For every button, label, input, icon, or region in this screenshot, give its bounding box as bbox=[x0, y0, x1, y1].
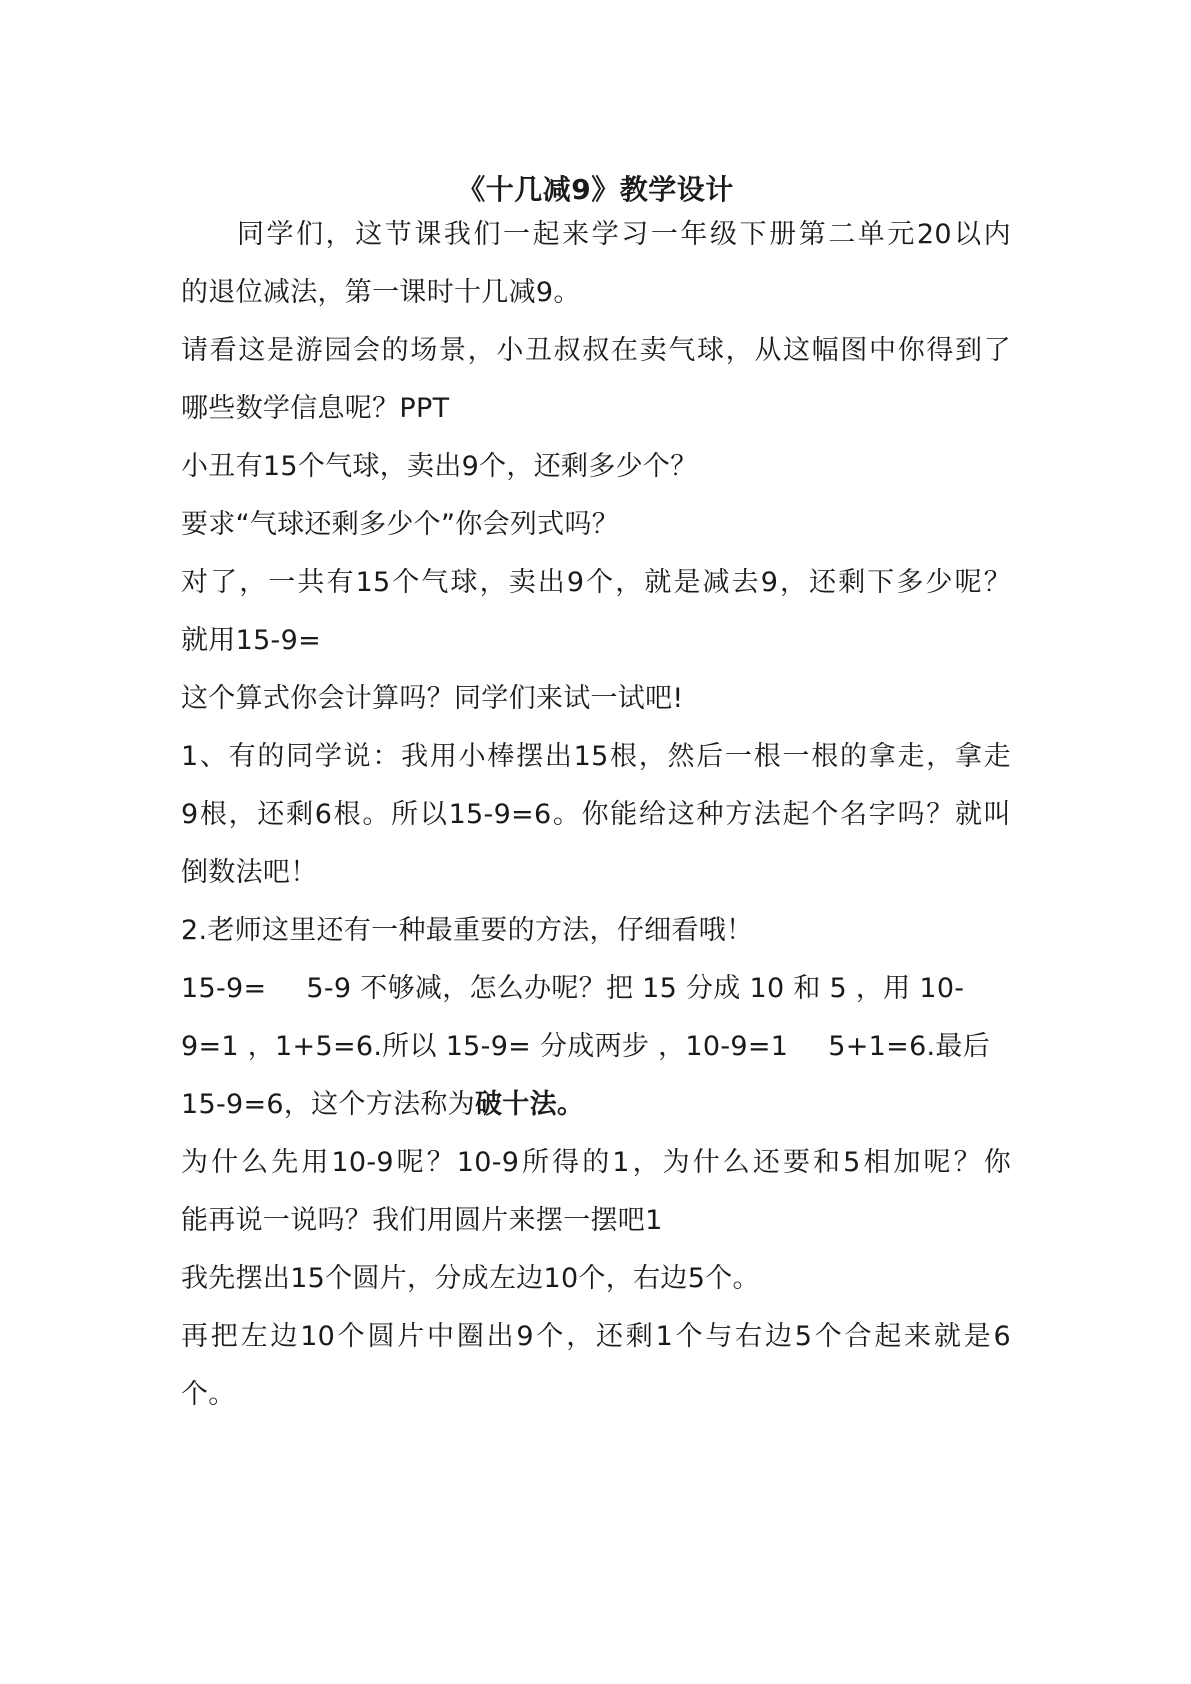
equation-text: 15-9= bbox=[181, 973, 267, 1004]
paragraph-line-question: 要求“气球还剩多少个”你会列式吗？ bbox=[181, 509, 620, 540]
method2-text: 5-9 不够减，怎么办呢？把 15 分成 10 和 5 ，用 10- bbox=[306, 973, 965, 1004]
paragraph-line-circles-3: 个。 bbox=[181, 1379, 236, 1410]
paragraph-line-try: 这个算式你会计算吗？同学们来试一试吧! bbox=[181, 683, 684, 714]
paragraph-line-scene-1: 请看这是游园会的场景，小丑叔叔在卖气球，从这幅图中你得到了 bbox=[181, 335, 1011, 366]
paragraph-line-method1-1: 1、有的同学说：我用小棒摆出15根，然后一根一根的拿走，拿走 bbox=[181, 741, 1011, 772]
paragraph-line-circles-2: 再把左边10个圆片中圈出9个，还剩1个与右边5个合起来就是6 bbox=[181, 1321, 1011, 1352]
paragraph-line-method1-2: 9根，还剩6根。所以15-9=6。你能给这种方法起个名字吗？就叫 bbox=[181, 799, 1011, 830]
document-title: 《十几减9》教学设计 bbox=[457, 173, 734, 206]
paragraph-line-method1-3: 倒数法吧！ bbox=[181, 857, 318, 888]
paragraph-line-why-1: 为什么先用10-9呢？10-9所得的1，为什么还要和5相加呢？你 bbox=[181, 1147, 1011, 1178]
method2-step-text: 9=1 ，1+5=6.所以 15-9= 分成两步 ，10-9=1 bbox=[181, 1031, 789, 1062]
method-name-bold: 破十法。 bbox=[474, 1089, 585, 1120]
paragraph-line-circles-1: 我先摆出15个圆片，分成左边10个，右边5个。 bbox=[181, 1263, 760, 1294]
paragraph-line-method2-1 bbox=[181, 969, 1011, 1009]
method2-final-text: 5+1=6.最后 bbox=[828, 1031, 991, 1062]
paragraph-line-method2-3 bbox=[181, 1085, 1011, 1125]
paragraph-line-why-2: 能再说一说吗？我们用圆片来摆一摆吧1 bbox=[181, 1205, 663, 1236]
paragraph-line-intro-2: 的退位减法，第一课时十几减9。 bbox=[181, 277, 581, 308]
paragraph-line-method2-intro: 2.老师这里还有一种最重要的方法，仔细看哦！ bbox=[181, 915, 754, 946]
paragraph-line-explanation: 对了，一共有15个气球，卖出9个，就是减去9，还剩下多少呢？ bbox=[181, 567, 1011, 598]
method2-conclusion: 15-9=6，这个方法称为 bbox=[181, 1089, 475, 1120]
paragraph-line-method2-2 bbox=[181, 1027, 1011, 1067]
paragraph-line-equation: 就用15-9= bbox=[181, 625, 322, 656]
paragraph-line-scene-2: 哪些数学信息呢？PPT bbox=[181, 393, 450, 424]
paragraph-line-problem: 小丑有15个气球，卖出9个，还剩多少个？ bbox=[181, 451, 698, 482]
paragraph-line-intro-1: 同学们，这节课我们一起来学习一年级下册第二单元20以内 bbox=[237, 219, 1011, 250]
